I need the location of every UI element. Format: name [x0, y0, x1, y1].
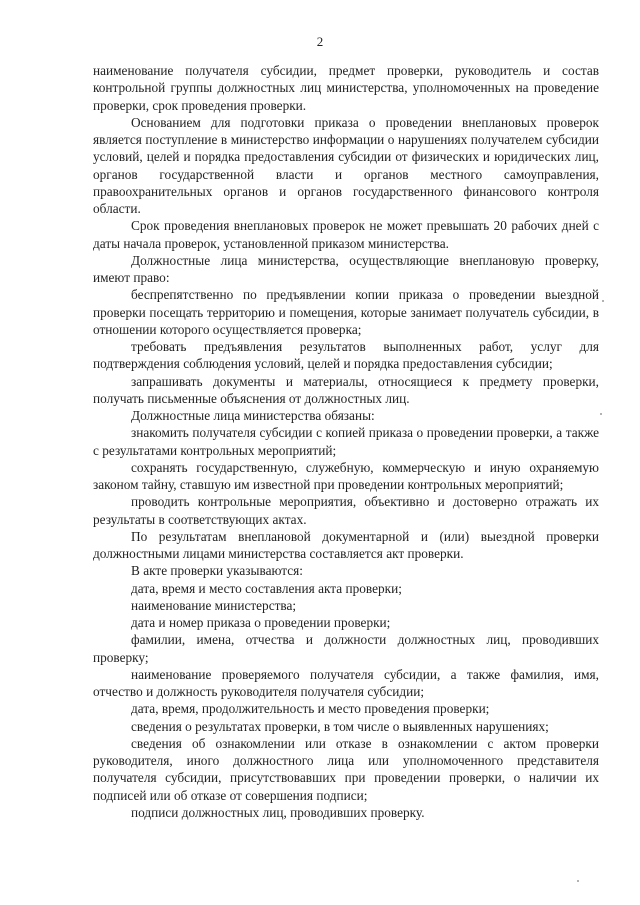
document-body: [93, 62, 599, 821]
paragraph: Должностные лица министерства, осуществляющие внеплановую проверку, имеют право:: [93, 252, 599, 285]
paragraph: фамилии, имена, отчества и должности должностных лиц, проводивших проверку;: [93, 632, 599, 665]
paragraph: наименование министерства;: [131, 597, 297, 613]
paragraph: беспрепятственно по предъявлении копии приказа о проведении выездной проверки посещать территорию и помещения, которые занимает получатель субсидии, в отношении которого осуществляется проверка;: [93, 287, 599, 337]
paragraph: дата и номер приказа о проведении проверки;: [131, 615, 391, 630]
paragraph: Должностные лица министерства обязаны:: [131, 408, 375, 423]
paragraph: В акте проверки указываются:: [131, 563, 303, 579]
paragraph: дата, время и место составления акта проверки;: [131, 580, 402, 596]
page-number: 2: [316, 34, 324, 49]
paragraph: требовать предъявления результатов выполненных работ, услуг для подтверждения соблюдения условий, целей и порядка предоставления субсидии;: [93, 339, 599, 372]
scan-speck: [602, 300, 604, 302]
paragraph: проводить контрольные мероприятия, объективно и достоверно отражать их результаты в соответствующих актах.: [93, 494, 599, 527]
paragraph: По результатам внеплановой документарной и (или) выездной проверки должностными лицами министерства составляется акт проверки.: [93, 528, 599, 561]
paragraph: сведения об ознакомлении или отказе в ознакомлении с актом проверки руководителя, иного должностного лица или уполномоченного представителя получателя субсидии, присутствовавших при проведении проверки, о наличии их подписей или об отказе от совершения подписи;: [93, 735, 599, 803]
paragraph: Основанием для подготовки приказа о проведении внеплановых проверок является поступление в министерство информации о нарушениях получателем субсидии условий, целей и порядка предоставления субсидии от физических и юридических лиц, органов государственной власти и органов местного самоуправления, правоохранительных органов и органов государственного финансового контроля области.: [93, 114, 599, 216]
paragraph: дата, время, продолжительность и место проведения проверки;: [131, 701, 490, 717]
paragraph: запрашивать документы и материалы, относящиеся к предмету проверки, получать письменные объяснения от должностных лиц.: [93, 373, 599, 406]
paragraph: знакомить получателя субсидии с копией приказа о проведении проверки, а также с результатами контрольных мероприятий;: [93, 425, 599, 458]
paragraph: наименование проверяемого получателя субсидии, а также фамилия, имя, отчество и должность руководителя получателя субсидии;: [93, 666, 599, 699]
paragraph: Срок проведения внеплановых проверок не может превышать 20 рабочих дней с даты начала проверок, установленной приказом министерства.: [93, 218, 599, 251]
scan-speck: [600, 413, 602, 415]
paragraph: сохранять государственную, служебную, коммерческую и иную охраняемую законом тайну, ставшую им известной при проведении контрольных мероприятий;: [93, 459, 599, 492]
paragraph: подписи должностных лиц, проводивших проверку.: [131, 804, 425, 820]
paragraph: наименование получателя субсидии, предмет проверки, руководитель и состав контрольной группы должностных лиц министерства, уполномоченных на проведение проверки, срок проведения проверки.: [93, 63, 599, 113]
paragraph: сведения о результатах проверки, в том числе о выявленных нарушениях;: [131, 718, 549, 734]
scan-speck: [577, 880, 579, 882]
